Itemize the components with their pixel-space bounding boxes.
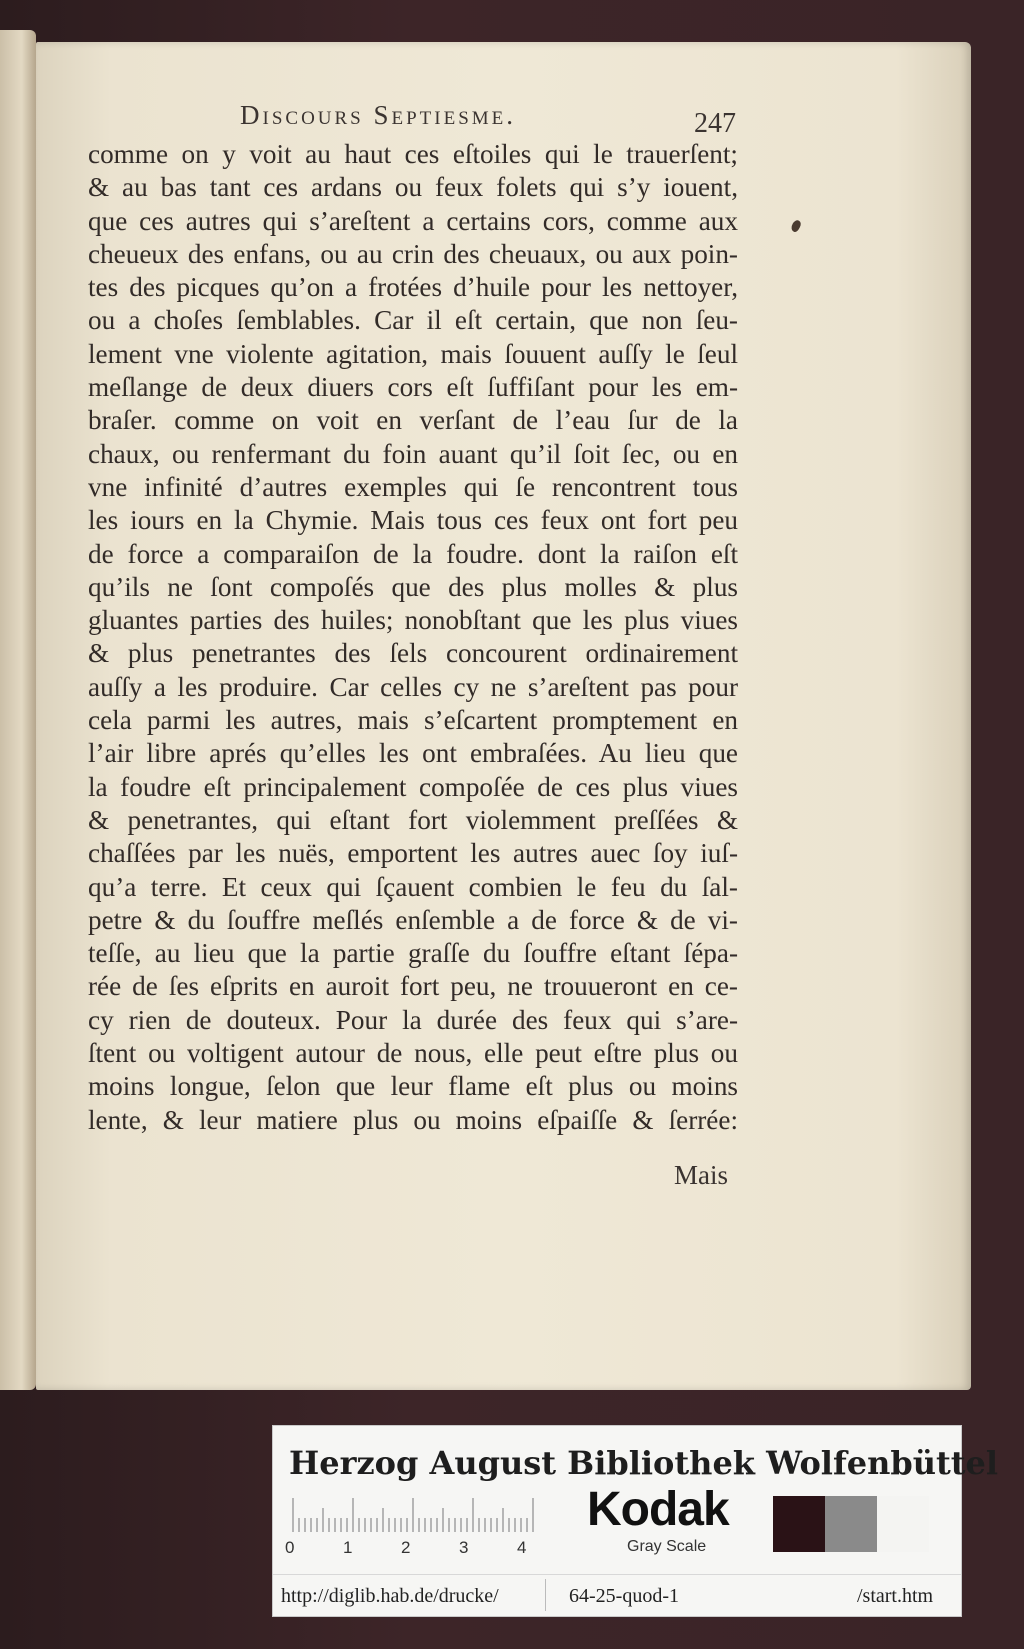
scale-number: 1	[343, 1538, 353, 1557]
catchword: Mais	[674, 1160, 728, 1190]
text-line: que ces autres qui s’areſtent a certains cors, comme aux	[88, 205, 738, 236]
text-line: & au bas tant ces ardans ou feux folets qui s’y iouent,	[88, 172, 738, 203]
scale-number: 0	[285, 1538, 295, 1557]
text-line: moins longue, ſelon que leur flame eſt plus ou moins	[88, 1071, 738, 1102]
gray-patch	[877, 1496, 929, 1552]
gray-patch	[825, 1496, 877, 1552]
text-line: cela parmi les autres, mais s’eſcartent promptement en	[88, 705, 738, 736]
text-line: cy rien de douteux. Pour la durée des feux qui s’are-	[88, 1004, 738, 1035]
url-divider	[545, 1579, 546, 1611]
text-line: lement vne violente agitation, mais ſouuent auſſy le ſeul	[88, 338, 738, 369]
scale-number: 2	[401, 1538, 411, 1557]
running-head: Discours Septiesme.	[240, 100, 517, 130]
scale-number: 3	[459, 1538, 469, 1557]
text-line: tes des picques qu’on a frotées d’huile pour les nettoyer,	[88, 272, 738, 303]
text-line: qu’ils ne ſont compoſés que des plus molles & plus	[88, 571, 738, 602]
text-line: lente, & leur matiere plus ou moins eſpaiſſe & ſerrée:	[88, 1104, 738, 1135]
text-line: petre & du ſouffre meſlés enſemble a de force & de vi-	[88, 904, 738, 935]
text-line: comme on y voit au haut ces eſtoiles qui le trauerſent;	[88, 139, 738, 169]
gray-patch	[773, 1496, 825, 1552]
text-line: rée de ſes eſprits en auroit fort peu, ne trouueront en ce-	[88, 971, 738, 1002]
library-name: Herzog August Bibliothek Wolfenbüttel	[289, 1444, 999, 1482]
url-base: http://diglib.hab.de/drucke/	[281, 1585, 499, 1607]
scale-numbers	[285, 1538, 545, 1558]
gray-scale-label: Gray Scale	[627, 1538, 707, 1555]
text-line: auſſy a les produire. Car celles cy ne s’areſtent pas pour	[88, 671, 738, 702]
text-line: la foudre eſt principalement compoſée de ces plus viues	[88, 771, 738, 802]
left-page-edge	[0, 30, 36, 1390]
url-row	[273, 1574, 961, 1615]
text-line: l’air libre aprés qu’elles les ont embraſées. Au lieu que	[88, 738, 738, 769]
url-tail: /start.htm	[857, 1585, 934, 1607]
text-line: teſſe, au lieu que la partie graſſe du ſouffre eſtant ſépa-	[88, 938, 738, 969]
body-text	[88, 138, 738, 1137]
ruler-scale-icon	[291, 1496, 543, 1534]
text-line: ou a choſes ſemblables. Car il eſt certain, que non ſeu-	[88, 305, 738, 336]
text-line: chaux, ou renfermant du foin auant qu’il ſoit ſec, ou en	[88, 438, 738, 469]
kodak-logo: Kodak	[587, 1483, 729, 1536]
scale-number: 4	[517, 1538, 527, 1557]
page-number: 247	[694, 108, 736, 139]
text-line: cheueux des enfans, ou au crin des cheuaux, ou aux poin-	[88, 238, 738, 269]
text-line: vne infinité d’autres exemples qui ſe rencontrent tous	[88, 471, 738, 502]
gray-scale-patches	[773, 1496, 929, 1552]
text-line: qu’a terre. Et ceux qui ſçauent combien le feu du ſal-	[88, 871, 738, 902]
text-line: de force a comparaiſon de la foudre. dont la raiſon eſt	[88, 538, 738, 569]
text-line: braſer. comme on voit en verſant de l’eau ſur de la	[88, 405, 738, 436]
shelfmark: 64-25-quod-1	[569, 1585, 679, 1607]
text-line: ſtent ou voltigent autour de nous, elle peut eſtre plus ou	[88, 1038, 738, 1069]
text-line: & penetrantes, qui eſtant fort violemment preſſées &	[88, 804, 738, 835]
text-line: gluantes parties des huiles; nonobſtant que les plus viues	[88, 605, 738, 636]
text-line: chaſſées par les nuës, emportent les autres auec ſoy iuſ-	[88, 838, 738, 869]
library-label	[272, 1425, 999, 1617]
text-line: meſlange de deux diuers cors eſt ſuffiſant pour les em-	[88, 372, 738, 403]
text-line: & plus penetrantes des ſels concourent ordinairement	[88, 638, 738, 669]
text-line: les iours en la Chymie. Mais tous ces feux ont fort peu	[88, 505, 738, 536]
